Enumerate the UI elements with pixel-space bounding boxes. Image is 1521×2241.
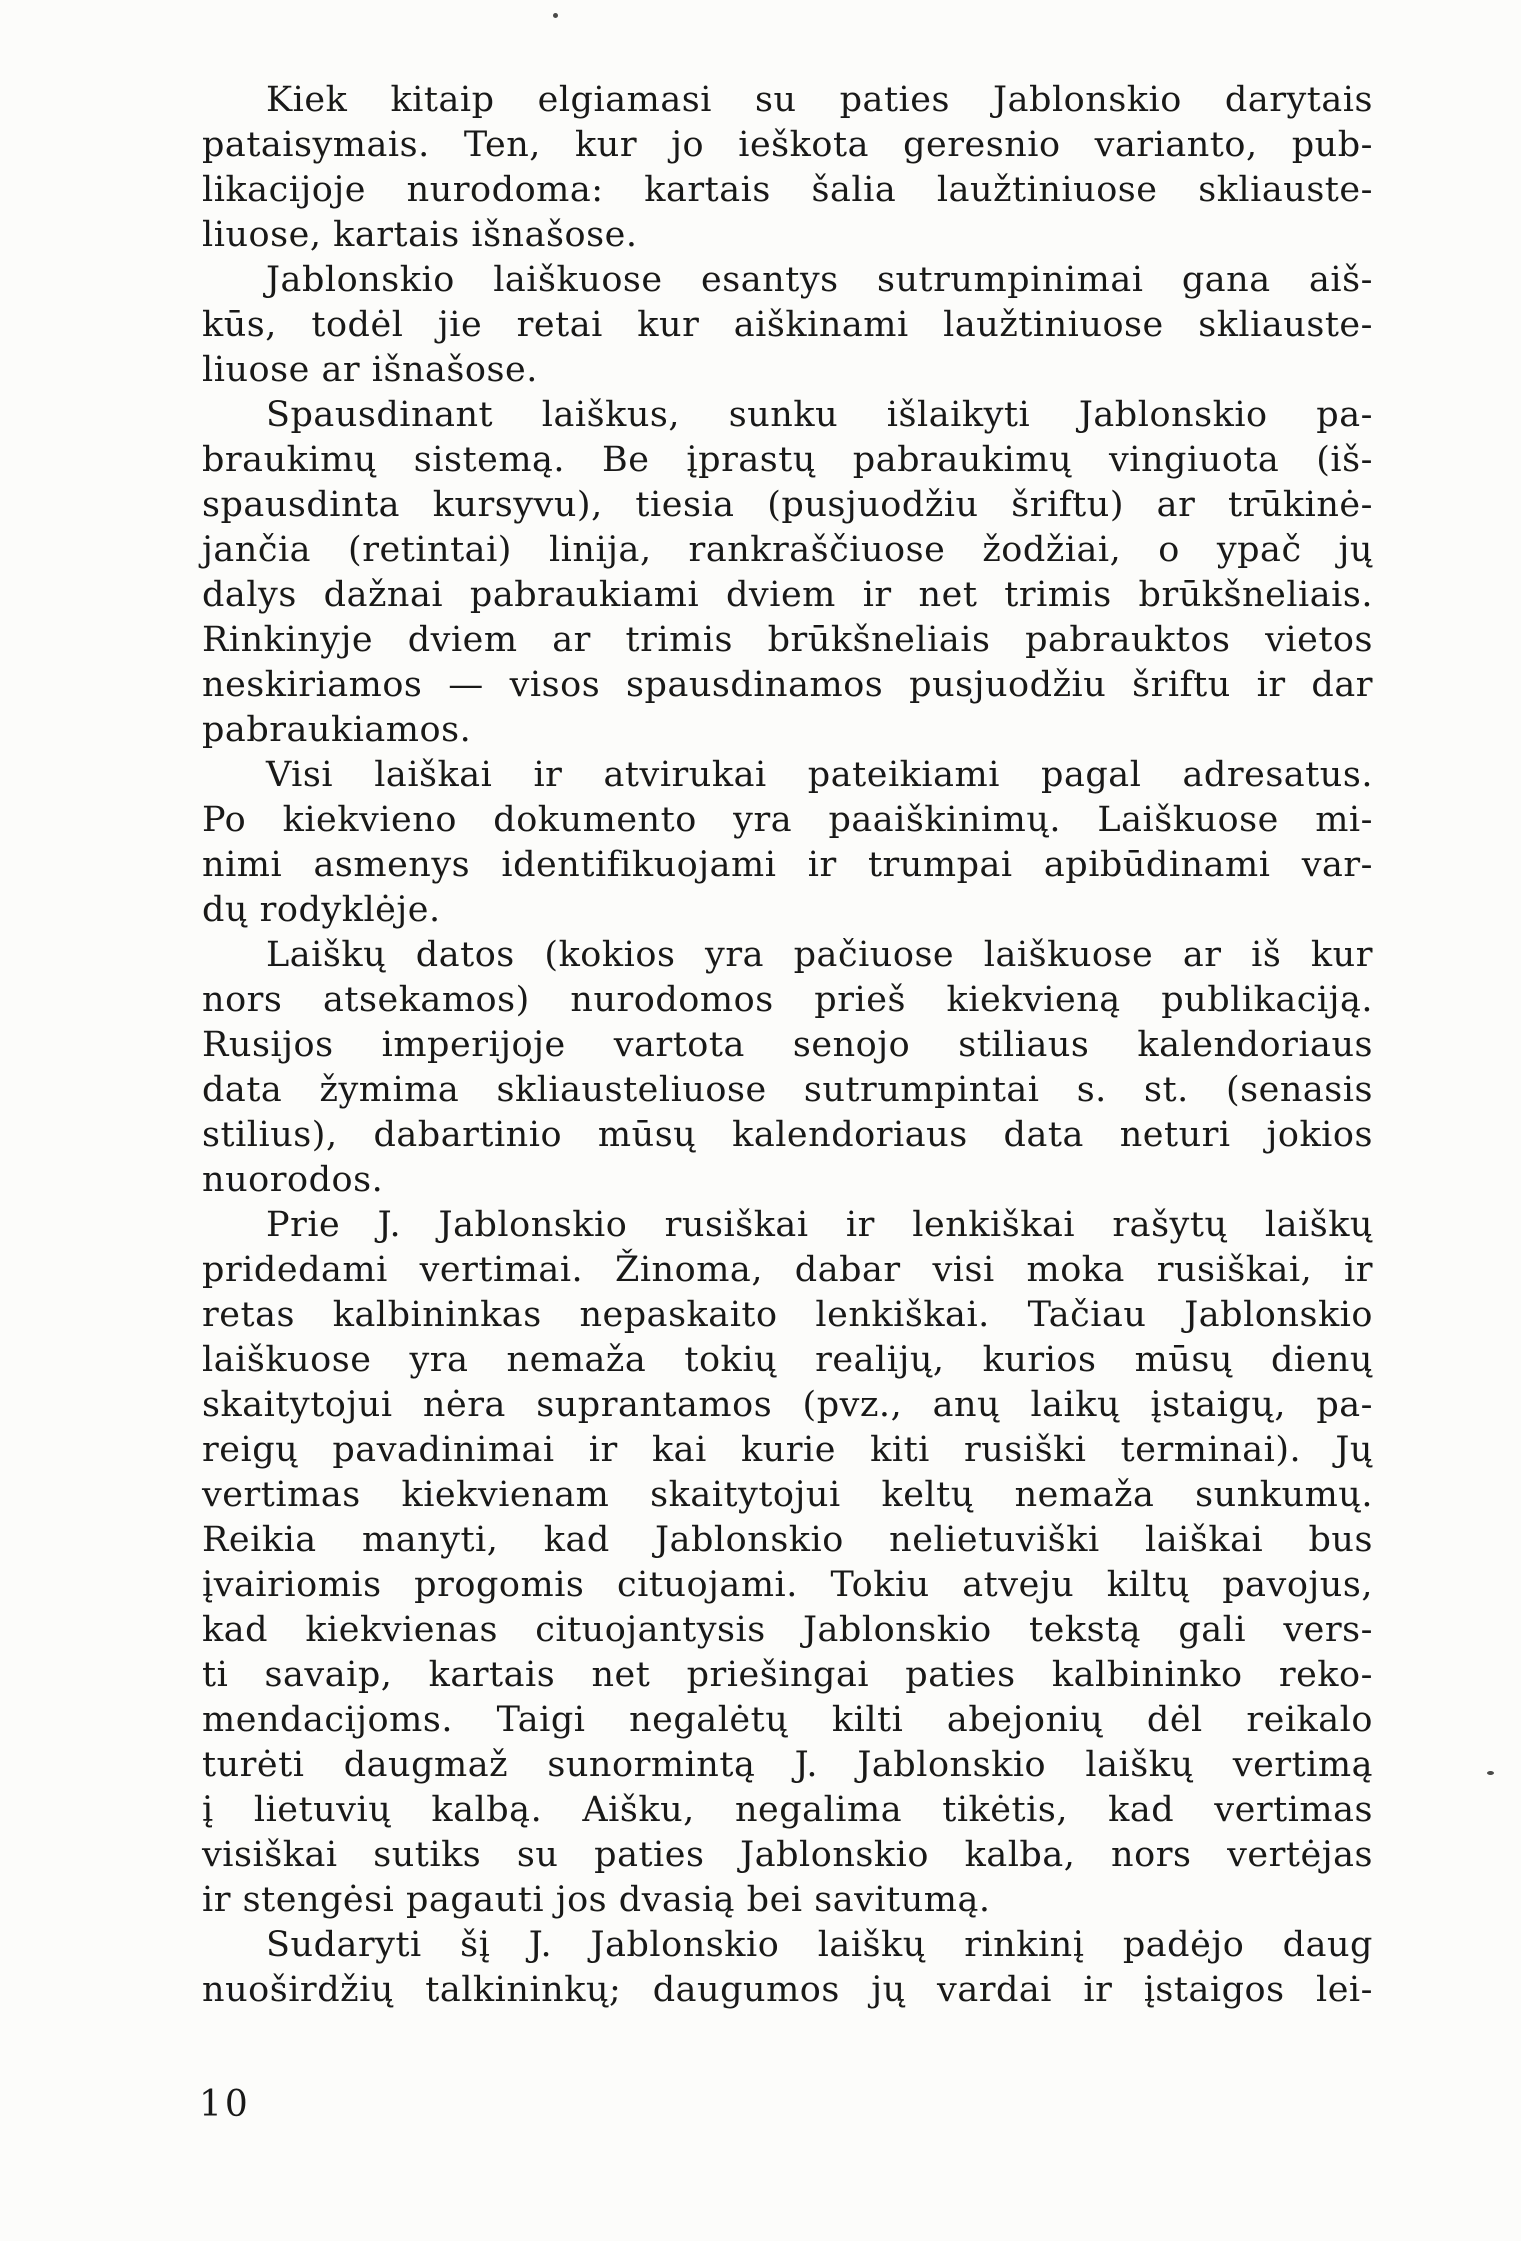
text-line: Prie J. Jablonskio rusiškai ir lenkiškai rašytų laiškų	[266, 1205, 1373, 1245]
text-line: Rinkinyje dviem ar trimis brūkšneliais pabrauktos vietos	[202, 620, 1373, 660]
text-line: ir stengėsi pagauti jos dvasią bei savitumą.	[202, 1880, 991, 1920]
text-line: vertimas kiekvienam skaitytojui keltų nemaža sunkumų.	[202, 1475, 1373, 1515]
text-line: nors atsekamos) nurodomos prieš kiekvieną publikaciją.	[202, 980, 1373, 1020]
text-line: pabraukiamos.	[202, 710, 472, 750]
scan-speck	[553, 13, 558, 18]
text-line: Sudaryti šį J. Jablonskio laiškų rinkinį padėjo daug	[266, 1925, 1373, 1965]
text-line: reigų pavadinimai ir kai kurie kiti rusiški terminai). Jų	[202, 1430, 1373, 1470]
text-line: likacijoje nurodoma: kartais šalia laužtiniuose skliauste-	[202, 170, 1373, 210]
text-line: stilius), dabartinio mūsų kalendoriaus data neturi jokios	[202, 1115, 1373, 1155]
text-line: nimi asmenys identifikuojami ir trumpai apibūdinami var-	[202, 845, 1373, 885]
text-line: Spausdinant laiškus, sunku išlaikyti Jablonskio pa-	[266, 395, 1373, 435]
text-line: įvairiomis progomis cituojami. Tokiu atveju kiltų pavojus,	[202, 1565, 1373, 1605]
text-line: Po kiekvieno dokumento yra paaiškinimų. Laiškuose mi-	[202, 800, 1373, 840]
text-line: visiškai sutiks su paties Jablonskio kalba, nors vertėjas	[202, 1835, 1373, 1875]
text-line: dų rodyklėje.	[202, 890, 441, 930]
text-line: laiškuose yra nemaža tokių realijų, kurios mūsų dienų	[202, 1340, 1373, 1380]
text-line: jančia (retintai) linija, rankraščiuose žodžiai, o ypač jų	[202, 530, 1373, 570]
text-line: pataisymais. Ten, kur jo ieškota geresnio varianto, pub-	[202, 125, 1373, 165]
text-line: Rusijos imperijoje vartota senojo stiliaus kalendoriaus	[202, 1025, 1373, 1065]
text-line: liuose, kartais išnašose.	[202, 215, 638, 255]
page-number: 10	[199, 2084, 251, 2125]
text-line: Kiek kitaip elgiamasi su paties Jablonskio darytais	[266, 80, 1373, 120]
text-line: nuorodos.	[202, 1160, 384, 1200]
text-line: spausdinta kursyvu), tiesia (pusjuodžiu šriftu) ar trūkinė-	[202, 485, 1373, 525]
text-line: data žymima skliausteliuose sutrumpintai s. st. (senasis	[202, 1070, 1373, 1110]
text-line: skaitytojui nėra suprantamos (pvz., anų laikų įstaigų, pa-	[202, 1385, 1373, 1425]
text-line: turėti daugmaž sunormintą J. Jablonskio laiškų vertimą	[202, 1745, 1373, 1785]
text-line: Laiškų datos (kokios yra pačiuose laiškuose ar iš kur	[266, 935, 1373, 975]
text-line: liuose ar išnašose.	[202, 350, 538, 390]
scan-speck	[1487, 1771, 1494, 1775]
text-line: Visi laiškai ir atvirukai pateikiami pagal adresatus.	[266, 755, 1373, 795]
text-line: kad kiekvienas cituojantysis Jablonskio tekstą gali vers-	[202, 1610, 1373, 1650]
text-line: Jablonskio laiškuose esantys sutrumpinimai gana aiš-	[266, 260, 1373, 300]
text-line: braukimų sistemą. Be įprastų pabraukimų vingiuota (iš-	[202, 440, 1373, 480]
text-line: neskiriamos — visos spausdinamos pusjuodžiu šriftu ir dar	[202, 665, 1373, 705]
text-line: retas kalbininkas nepaskaito lenkiškai. Tačiau Jablonskio	[202, 1295, 1373, 1335]
text-line: Reikia manyti, kad Jablonskio nelietuviški laiškai bus	[202, 1520, 1373, 1560]
page-text	[202, 78, 1373, 2013]
text-line: mendacijoms. Taigi negalėtų kilti abejonių dėl reikalo	[202, 1700, 1373, 1740]
text-line: į lietuvių kalbą. Aišku, negalima tikėtis, kad vertimas	[202, 1790, 1373, 1830]
text-line: kūs, todėl jie retai kur aiškinami laužtiniuose skliauste-	[202, 305, 1373, 345]
text-line: dalys dažnai pabraukiami dviem ir net trimis brūkšneliais.	[202, 575, 1373, 615]
text-line: pridedami vertimai. Žinoma, dabar visi moka rusiškai, ir	[202, 1250, 1373, 1290]
text-line: nuoširdžių talkininkų; daugumos jų vardai ir įstaigos lei-	[202, 1970, 1373, 2010]
text-line: ti savaip, kartais net priešingai paties kalbininko reko-	[202, 1655, 1373, 1695]
